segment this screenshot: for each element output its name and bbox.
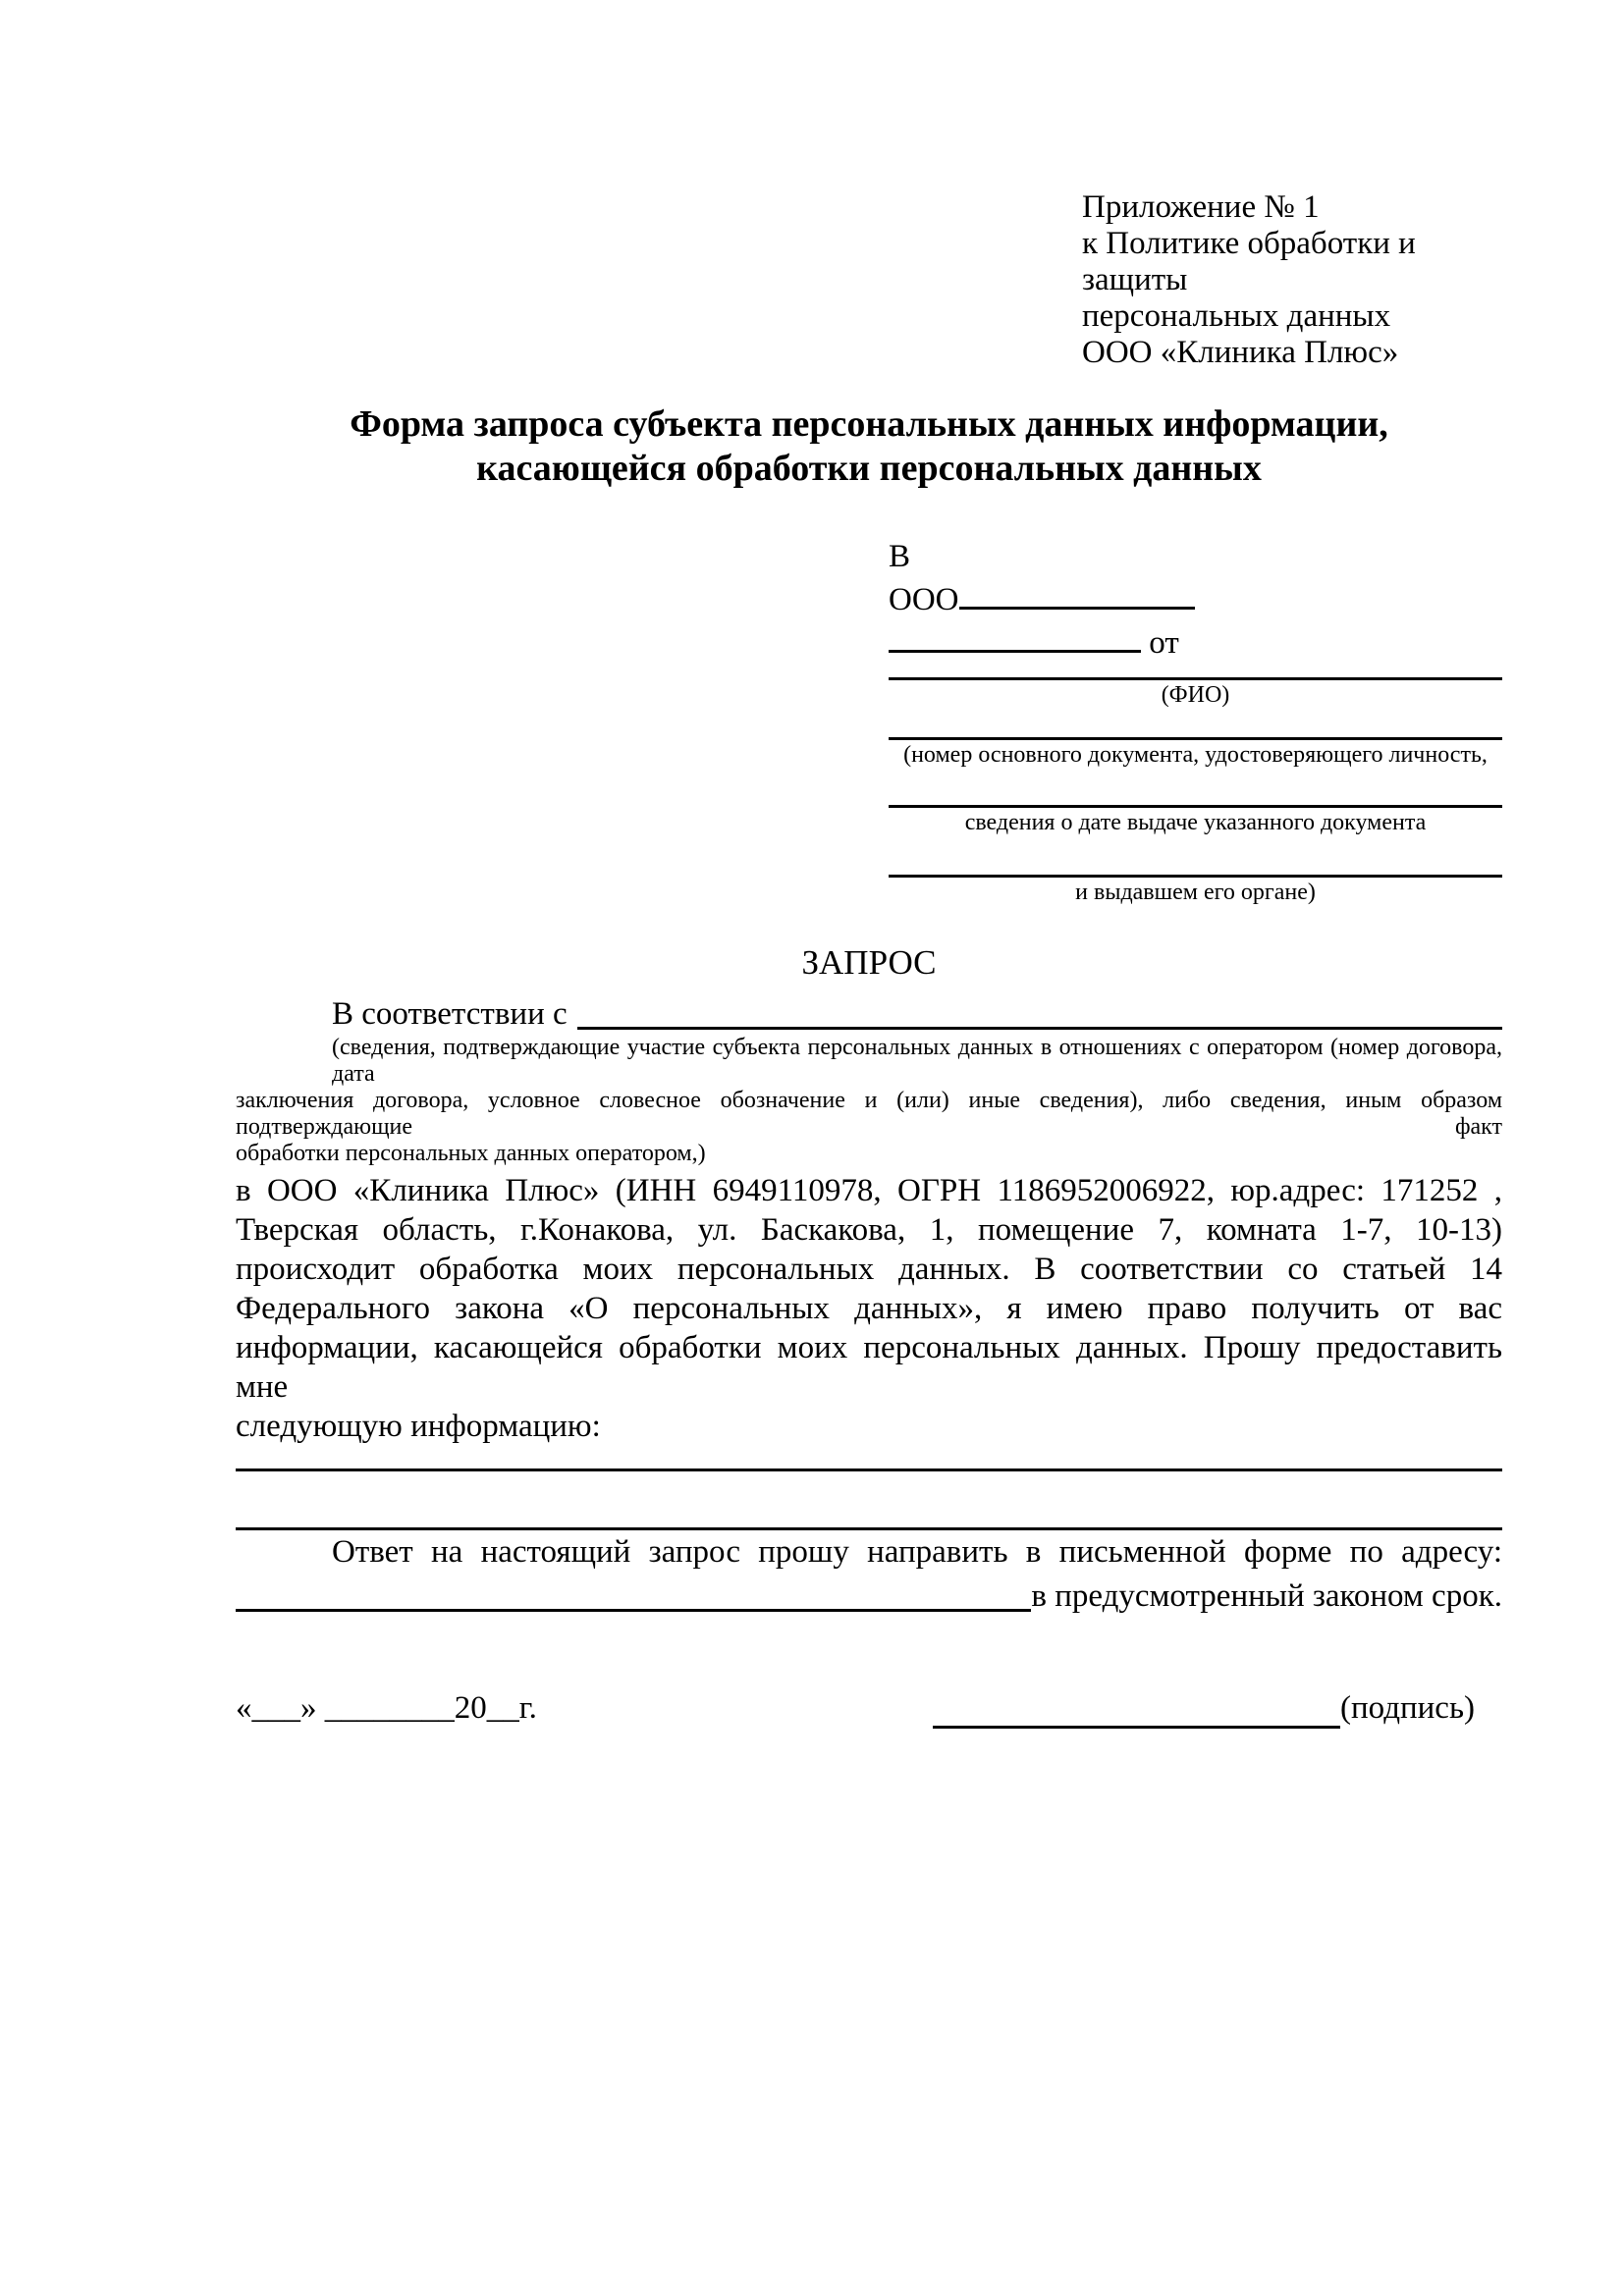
information-blank-line-2: [236, 1471, 1502, 1530]
date-blank-label: «___» ________20__г.: [236, 1690, 537, 1726]
appendix-line-1: Приложение № 1: [1082, 189, 1320, 225]
fine-print-line-3: обработки персональных данных оператором,): [236, 1141, 706, 1166]
body-line-6: следующую информацию:: [236, 1409, 601, 1444]
intro-label: В соответствии с: [332, 996, 568, 1032]
appendix-header: [1082, 189, 1502, 371]
fio-blank-field: [889, 664, 1502, 680]
body-line-2: Тверская область, г.Конакова, ул. Баскакова, 1, помещение 7, комната 1-7, 10-13): [236, 1212, 1502, 1248]
fio-caption: (ФИО): [1161, 682, 1230, 708]
from-label: от: [1149, 625, 1179, 661]
body-line-1: в ООО «Клиника Плюс» (ИНН 6949110978, ОГРН 1186952006922, юр.адрес: 171252 ,: [236, 1173, 1502, 1208]
addressee-org-line: [889, 577, 1502, 620]
signature-caption: (подпись): [1340, 1690, 1475, 1726]
fine-print-note: [236, 1035, 1502, 1167]
document-title: [236, 402, 1502, 491]
issuing-authority-blank-field: [889, 837, 1502, 878]
identity-document-blank-field: [889, 710, 1502, 740]
basis-blank-field: [577, 993, 1502, 1030]
appendix-line-4: ООО «Клиника Плюс»: [1082, 335, 1399, 370]
signature-blank-field: [933, 1690, 1340, 1729]
issue-date-caption: сведения о дате выдаче указанного документа: [964, 810, 1427, 835]
response-suffix-label: в предусмотренный законом срок.: [1031, 1578, 1502, 1614]
document-title-line-2: касающейся обработки персональных данных: [476, 448, 1262, 489]
addressee-from-line: [889, 620, 1502, 664]
body-line-3: происходит обработка моих персональных данных. В соответствии со статьей 14: [236, 1252, 1502, 1287]
org-name-blank-field: [959, 577, 1195, 610]
information-blank-line-1: [236, 1446, 1502, 1471]
fine-print-line-1: (сведения, подтверждающие участие субъекта персональных данных в отношениях с оператором (номер договора, дата: [332, 1035, 1502, 1087]
fine-print-line-2: заключения договора, условное словесное обозначение и (или) иные сведения), либо сведения, иным образом подтверждающие факт: [236, 1088, 1502, 1140]
issue-date-blank-field: [889, 770, 1502, 808]
addressee-to-label: В: [889, 539, 911, 574]
issuing-authority-caption: и выдавшем его органе): [1075, 880, 1316, 905]
org-prefix-label: ООО: [889, 582, 959, 617]
appendix-line-3: персональных данных: [1082, 298, 1391, 334]
request-body: [236, 1171, 1502, 1446]
request-heading: ЗАПРОС: [801, 943, 937, 982]
identity-document-caption: (номер основного документа, удостоверяющего личность,: [903, 742, 1488, 768]
response-address-line: [236, 1575, 1502, 1619]
body-line-4: Федерального закона «О персональных данных», я имею право получить от вас: [236, 1291, 1502, 1326]
request-intro-line: [236, 993, 1502, 1035]
date-signature-row: [236, 1687, 1502, 1729]
signature-group: [933, 1687, 1502, 1729]
applicant-name-blank-field: [889, 620, 1141, 653]
body-line-5: информации, касающейся обработки моих персональных данных. Прошу предоставить мне: [236, 1330, 1502, 1405]
response-request-line: Ответ на настоящий запрос прошу направить в письменной форме по адресу:: [332, 1534, 1502, 1570]
appendix-line-2: к Политике обработки и защиты: [1082, 226, 1416, 297]
address-blank-field: [236, 1575, 1031, 1612]
addressee-block: [889, 536, 1502, 907]
document-title-line-1: Форма запроса субъекта персональных данных информации,: [350, 403, 1388, 445]
